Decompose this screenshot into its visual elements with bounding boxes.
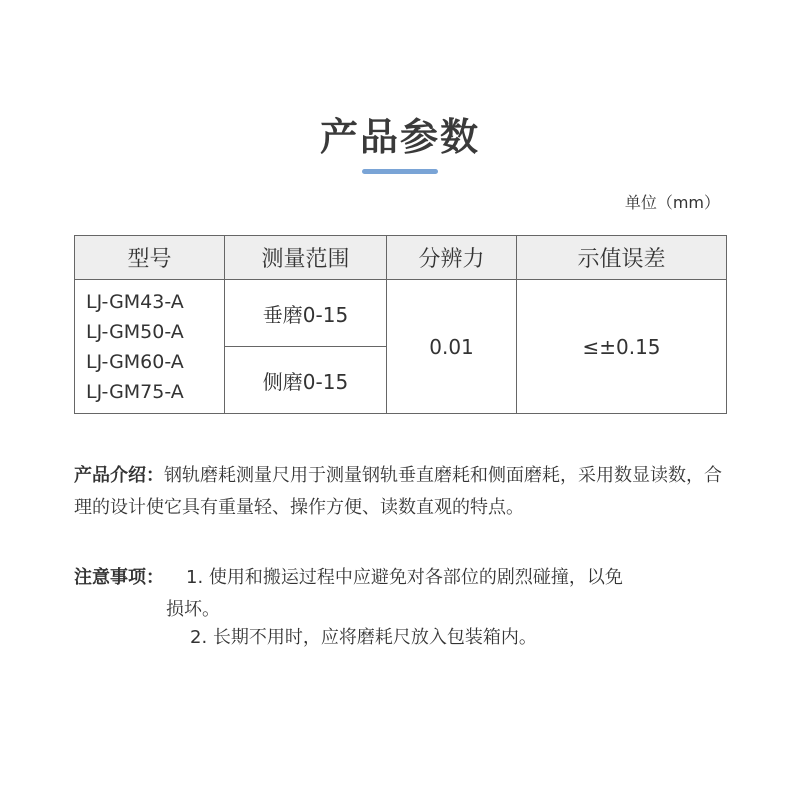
intro-label: 产品介绍：	[74, 465, 164, 486]
intro-text: 钢轨磨耗测量尺用于测量钢轨垂直磨耗和侧面磨耗，采用数显读数，合理的设计使它具有重量轻、操作方便、读数直观的特点。	[74, 465, 722, 518]
model-item: LJ-GM50-A	[86, 320, 184, 343]
table-row	[75, 280, 727, 347]
spec-table	[74, 235, 727, 414]
title-underline	[362, 169, 438, 174]
range-side: 侧磨0-15	[225, 347, 387, 414]
notes-label: 注意事项：	[74, 567, 164, 588]
table-header-row	[75, 236, 727, 280]
model-item: LJ-GM60-A	[86, 350, 184, 373]
note-item-1-continued: 损坏。	[166, 599, 220, 620]
range-vertical: 垂磨0-15	[225, 280, 387, 347]
unit-label: 单位（mm）	[624, 193, 720, 212]
resolution-value: 0.01	[387, 280, 517, 414]
header-model: 型号	[75, 236, 225, 280]
header-error: 示值误差	[517, 236, 727, 280]
page-title: 产品参数	[319, 115, 480, 159]
header-resolution: 分辨力	[387, 236, 517, 280]
product-intro	[74, 460, 734, 524]
model-item: LJ-GM43-A	[86, 290, 184, 313]
note-item-1: 1. 使用和搬运过程中应避免对各部位的剧烈碰撞，以免	[186, 567, 623, 588]
model-item: LJ-GM75-A	[86, 380, 184, 403]
error-value: ≤±0.15	[517, 280, 727, 414]
model-cell	[75, 280, 225, 414]
header-range: 测量范围	[225, 236, 387, 280]
note-item-2: 2. 长期不用时，应将磨耗尺放入包装箱内。	[190, 627, 537, 648]
